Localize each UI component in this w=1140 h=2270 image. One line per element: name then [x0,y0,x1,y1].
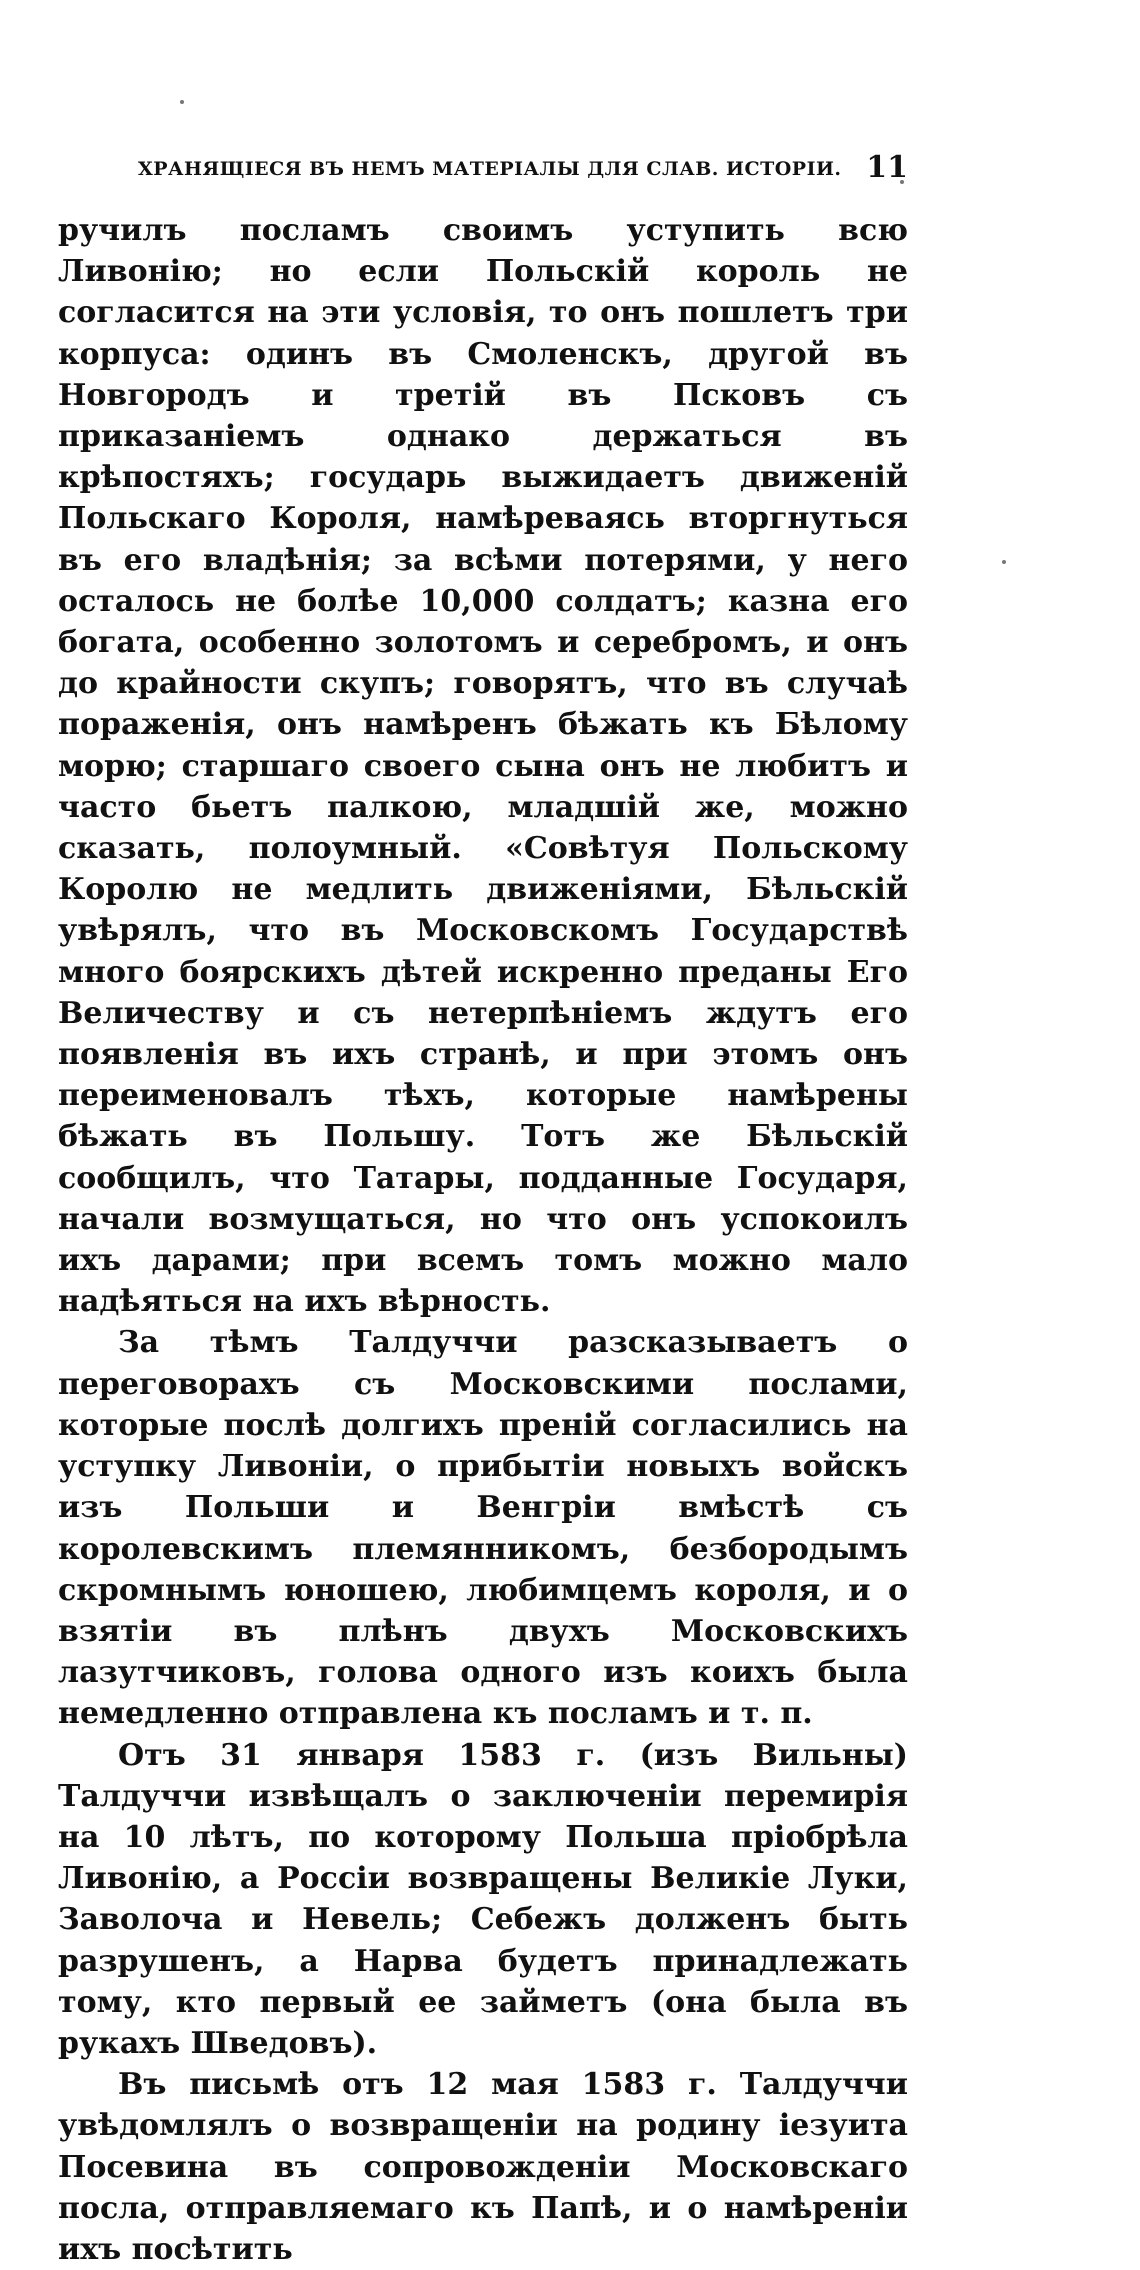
paragraph-1: ручилъ посламъ своимъ уступить всю Ливонію; но если Польскій король не согласится на эти условія, то онъ пошлетъ три корпуса: одинъ въ Смоленскъ, другой въ Новгородъ и третій въ Псковъ съ приказаніемъ однако держаться въ крѣпостяхъ; государь выжидаетъ движеній Польскаго Короля, намѣреваясь вторгнуться въ его владѣнія; за всѣми потерями, у него осталось не болѣе 10,000 солдатъ; казна его богата, особенно золотомъ и серебромъ, и онъ до крайности скупъ; говорятъ, что въ случаѣ пораженія, онъ намѣренъ бѣжать къ Бѣлому морю; старшаго своего сына онъ не любитъ и часто бьетъ палкою, младшій же, можно сказать, полоумный. «Совѣтуя Польскому Королю не медлить движеніями, Бѣльскій увѣрялъ, что въ Московскомъ Государствѣ много боярскихъ дѣтей искренно преданы Его Величеству и съ нетерпѣніемъ ждутъ его появленія въ ихъ странѣ, и при этомъ онъ переименовалъ тѣхъ, которые намѣрены бѣжать въ Польшу. Тотъ же Бѣльскій сообщилъ, что Татары, подданные Государя, начали возмущаться, но что онъ успокоилъ ихъ дарами; при всемъ томъ можно мало надѣяться на ихъ вѣрность. [58,213,908,1320]
print-speck [180,100,184,104]
print-speck [1002,560,1006,564]
paragraph-2: За тѣмъ Талдуччи разсказываетъ о переговорахъ съ Московскими послами, которые послѣ долгихъ преній согласились на уступку Ливоніи, о прибытіи новыхъ войскъ изъ Польши и Венгріи вмѣстѣ съ королевскимъ племянникомъ, безбородымъ скромнымъ юношею, любимцемъ короля, и о взятіи въ плѣнъ двухъ Московскихъ лазутчиковъ, голова одного изъ коихъ была немедленно отправлена къ посламъ и т. п. [58,1325,908,1732]
running-head: ХРАНЯЩІЕСЯ ВЪ НЕМЪ МАТЕРІАЛЫ ДЛЯ СЛАВ. ИСТОРІИ. [138,158,842,180]
page-header [58,150,908,190]
page-number: 11 [866,150,908,185]
paragraph-3: Отъ 31 января 1583 г. (изъ Вильны) Талдуччи извѣщалъ о заключеніи перемирія на 10 лѣтъ, по которому Польша пріобрѣла Ливонію, а Россіи возвращены Великіе Луки, Заволоча и Невель; Себежъ долженъ быть разрушенъ, а Нарва будетъ принадлежать тому, кто первый ее займетъ (она была въ рукахъ Шведовъ). [58,1737,908,2061]
paragraph-4: Въ письмѣ отъ 12 мая 1583 г. Талдуччи увѣдомлялъ о возвращеніи на родину іезуита Посевина въ сопровожденіи Московскаго посла, отправляемаго къ Папѣ, и о намѣреніи ихъ посѣтить [58,2067,908,2267]
body-text [58,210,908,2270]
